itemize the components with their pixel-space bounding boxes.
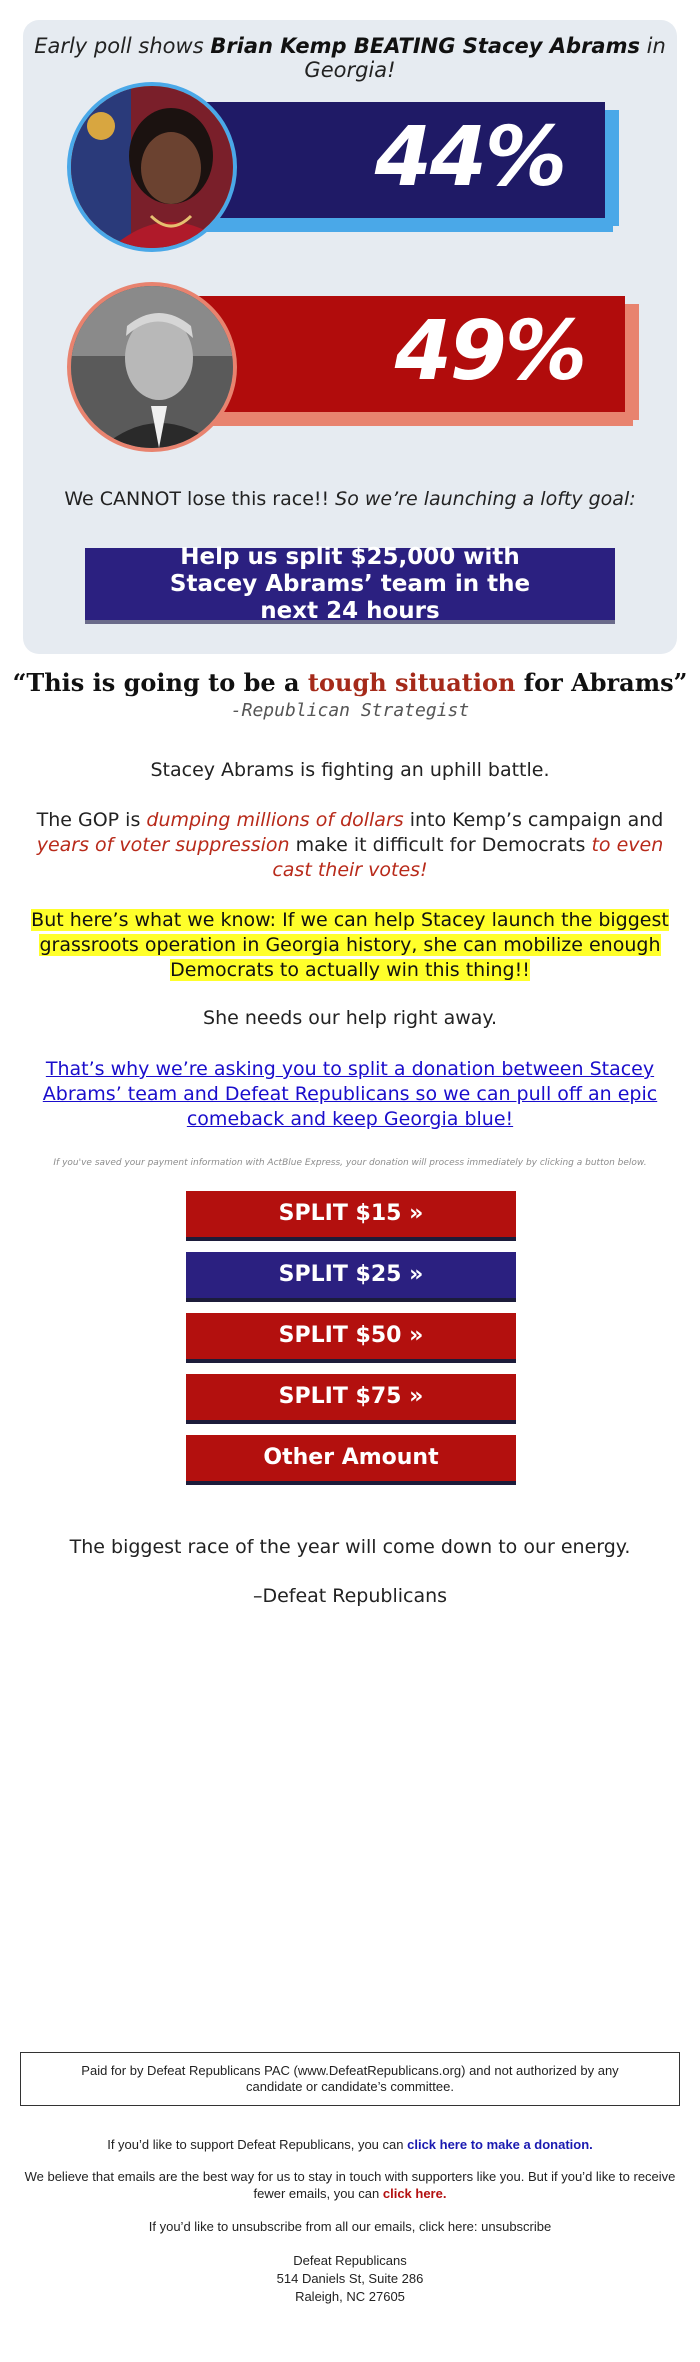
bar-side <box>605 110 619 226</box>
body-paragraph-2 <box>26 808 674 883</box>
org-name: Defeat Republicans <box>293 2253 407 2268</box>
unsubscribe-pre: If you’d like to unsubscribe from all our emails, click here: <box>148 2219 482 2234</box>
address-line-1: 514 Daniels St, Suite 286 <box>276 2271 424 2286</box>
actblue-note: If you've saved your payment information with ActBlue Express, your donation will process immediately by clicking a button below. <box>53 1158 647 1168</box>
address-line-2: Raleigh, NC 27605 <box>295 2289 405 2304</box>
abrams-photo <box>67 82 237 252</box>
p2-f: to even cast their votes! <box>272 834 664 881</box>
other-amount-button[interactable]: Other Amount <box>186 1435 516 1485</box>
support-line <box>20 2136 680 2153</box>
split-goal-label: Help us split $25,000 with Stacey Abrams’ team in the next 24 hours <box>169 543 531 624</box>
fewer-emails-link[interactable]: click here. <box>382 2186 447 2201</box>
poll-percent-abrams: 44% <box>374 110 565 205</box>
make-donation-link[interactable]: click here to make a donation. <box>407 2137 593 2152</box>
quote-attribution: -Republican Strategist <box>230 700 470 721</box>
goal-text <box>23 488 677 510</box>
body-paragraph-3 <box>26 908 674 983</box>
p2-e: make it difficult for Democrats <box>289 834 592 856</box>
body-paragraph-5 <box>26 1057 674 1132</box>
closing-line: The biggest race of the year will come down to our energy. <box>69 1536 631 1558</box>
bar-bottom <box>151 412 633 426</box>
split-75-button[interactable]: SPLIT $75 » <box>186 1374 516 1424</box>
unsubscribe-link[interactable]: unsubscribe <box>481 2219 552 2234</box>
goal-italic: So we’re launching a lofty goal: <box>335 488 636 510</box>
poll-percent-kemp: 49% <box>394 304 585 399</box>
abrams-portrait-illustration <box>71 86 233 248</box>
split-50-button[interactable]: SPLIT $50 » <box>186 1313 516 1363</box>
headline-bold: Brian Kemp BEATING Stacey Abrams <box>210 34 640 58</box>
poll-headline <box>23 34 677 82</box>
strategist-quote <box>0 668 700 697</box>
bar-bottom <box>151 218 613 232</box>
split-donation-link[interactable]: That’s why we’re asking you to split a donation between Stacey Abrams’ team and Defeat Republicans so we can pull off an epic comeback and keep Georgia blue! <box>42 1058 658 1130</box>
body-paragraph-1: Stacey Abrams is fighting an uphill battle. <box>150 759 550 781</box>
signature: –Defeat Republicans <box>252 1585 448 1607</box>
p2-d: years of voter suppression <box>36 834 290 856</box>
split-25-button[interactable]: SPLIT $25 » <box>186 1252 516 1302</box>
split-15-button[interactable]: SPLIT $15 » <box>186 1191 516 1241</box>
quote-red: tough situation <box>307 668 516 697</box>
poll-row-abrams <box>23 82 677 262</box>
quote-pre: “This is going to be a <box>12 668 308 697</box>
poll-card <box>23 20 677 654</box>
bar-side <box>625 304 639 420</box>
kemp-portrait-illustration <box>71 286 233 448</box>
split-goal-button[interactable] <box>85 543 615 624</box>
p2-b: dumping millions of dollars <box>146 809 404 831</box>
fewer-pre: We believe that emails are the best way for us to stay in touch with supporters like you. But if you’d like to receive fewer emails, you can <box>24 2169 676 2201</box>
unsubscribe-line <box>20 2218 680 2235</box>
quote-post: for Abrams” <box>515 668 688 697</box>
headline-pre: Early poll shows <box>34 34 211 58</box>
p2-a: The GOP is <box>36 809 147 831</box>
poll-row-kemp <box>23 282 677 462</box>
p3-highlight: But here’s what we know: If we can help Stacey launch the biggest grassroots operation in Georgia history, she can mobilize enough Democrats to actually win this thing!! <box>31 909 669 981</box>
p2-c: into Kemp’s campaign and <box>403 809 664 831</box>
goal-plain: We CANNOT lose this race!! <box>64 488 336 510</box>
support-pre: If you’d like to support Defeat Republicans, you can <box>107 2137 408 2152</box>
fewer-emails-line <box>20 2168 680 2202</box>
paid-for-text: Paid for by Defeat Republicans PAC (www.DefeatRepublicans.org) and not authorized by any candidate or candidate’s committee. <box>81 2063 619 2094</box>
paid-for-disclaimer <box>20 2052 680 2106</box>
kemp-photo <box>67 282 237 452</box>
headline-post: in Georgia! <box>304 34 666 82</box>
body-paragraph-4: She needs our help right away. <box>203 1007 497 1029</box>
